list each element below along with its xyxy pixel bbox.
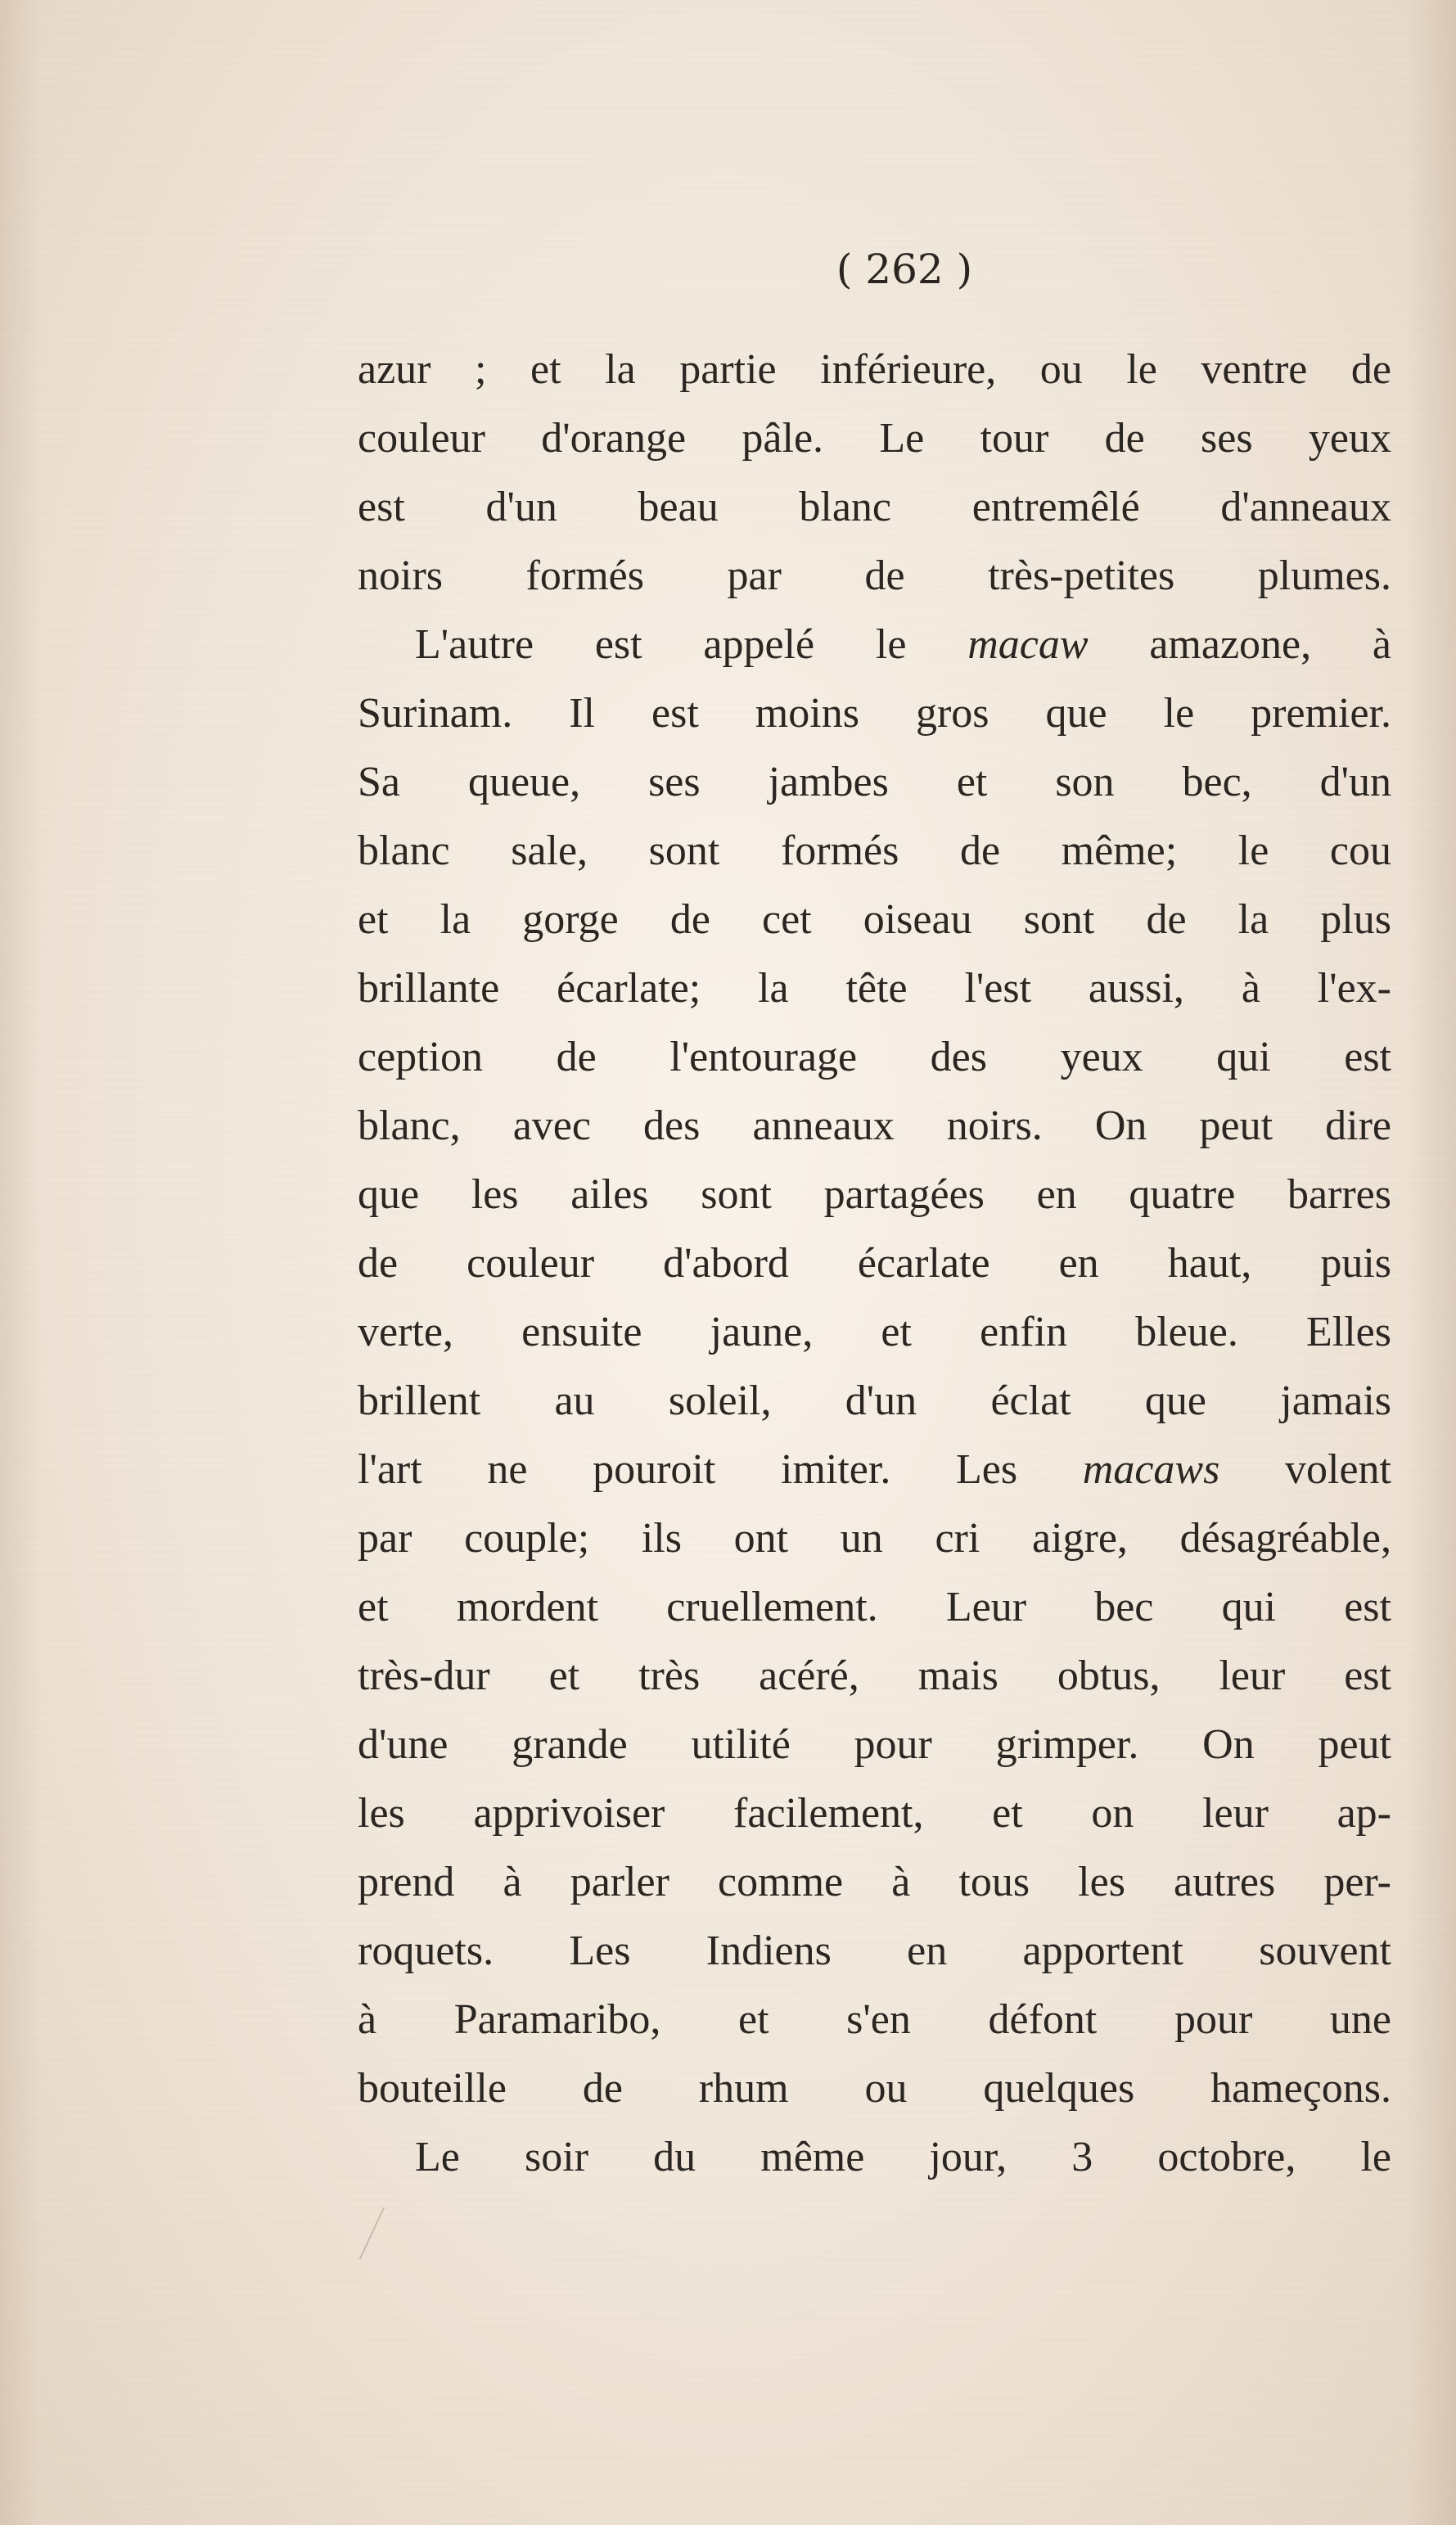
italic-word: macaws: [1082, 1446, 1220, 1493]
text-line: d'une grande utilité pour grimper. On peut: [358, 1721, 1391, 1768]
text-line: azur ; et la partie inférieure, ou le ventre de: [358, 346, 1391, 393]
text-line: et la gorge de cet oiseau sont de la plus: [358, 896, 1391, 943]
text-line: prend à parler comme à tous les autres per-: [358, 1859, 1391, 1905]
text-line: à Paramaribo, et s'en défont pour une: [358, 1996, 1391, 2043]
text-segment: volent: [1219, 1446, 1391, 1493]
text-line: et mordent cruellement. Leur bec qui est: [358, 1584, 1391, 1630]
text-line: blanc, avec des anneaux noirs. On peut dire: [358, 1102, 1391, 1149]
text-segment: amazone, à: [1088, 621, 1391, 668]
text-line: Surinam. Il est moins gros que le premier.: [358, 690, 1391, 737]
text-line: est d'un beau blanc entremêlé d'anneaux: [358, 484, 1391, 530]
text-segment: L'autre est appelé le: [415, 621, 968, 668]
pencil-mark: [359, 2207, 408, 2270]
text-line: de couleur d'abord écarlate en haut, puis: [358, 1240, 1391, 1287]
page-edge-shadow-left: [0, 0, 41, 2525]
text-line: blanc sale, sont formés de même; le cou: [358, 827, 1391, 874]
text-line: noirs formés par de très-petites plumes.: [358, 552, 1391, 599]
text-line: roquets. Les Indiens en apportent souvent: [358, 1928, 1391, 1974]
text-line: par couple; ils ont un cri aigre, désagréable,: [358, 1515, 1391, 1562]
page-number: ( 262 ): [836, 246, 973, 293]
text-line: couleur d'orange pâle. Le tour de ses yeux: [358, 415, 1391, 462]
text-line: Sa queue, ses jambes et son bec, d'un: [358, 759, 1391, 805]
italic-word: macaw: [967, 621, 1089, 668]
text-line: bouteille de rhum ou quelques hameçons.: [358, 2065, 1391, 2112]
body-text: [358, 336, 1391, 2192]
text-line: [358, 1436, 1391, 1504]
text-line: verte, ensuite jaune, et enfin bleue. Elles: [358, 1309, 1391, 1355]
text-line: que les ailes sont partagées en quatre barres: [358, 1171, 1391, 1218]
text-line: brillante écarlate; la tête l'est aussi, à l'ex-: [358, 965, 1391, 1012]
text-line: ception de l'entourage des yeux qui est: [358, 1034, 1391, 1080]
text-line: les apprivoiser facilement, et on leur ap-: [358, 1790, 1391, 1837]
text-line: [358, 611, 1391, 679]
text-line: très-dur et très acéré, mais obtus, leur est: [358, 1653, 1391, 1699]
text-segment: l'art ne pouroit imiter. Les: [358, 1446, 1083, 1493]
text-line: brillent au soleil, d'un éclat que jamais: [358, 1377, 1391, 1424]
page-edge-shadow-right: [1407, 0, 1456, 2525]
text-line: Le soir du même jour, 3 octobre, le: [415, 2134, 1391, 2180]
